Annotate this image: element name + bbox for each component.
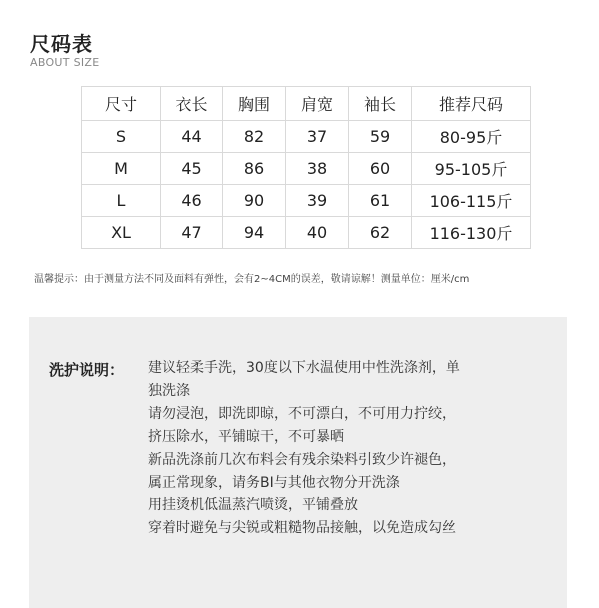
table-cell: 116-130斤 (412, 217, 531, 249)
measurement-tip: 温馨提示：由于测量方法不同及面料有弹性，会有2~4CM的误差，敬请谅解！测量单位：厘米/cm (34, 274, 470, 285)
care-line: 穿着时避免与尖锐或粗糙物品接触，以免造成勾丝 (148, 520, 456, 537)
table-cell: XL (82, 217, 161, 249)
table-cell: 45 (161, 153, 223, 185)
size-table (81, 86, 531, 249)
table-cell: 61 (349, 185, 412, 217)
table-cell: L (82, 185, 161, 217)
table-cell: 38 (286, 153, 349, 185)
table-row (82, 121, 531, 153)
care-text (148, 357, 548, 540)
care-line: 属正常现象，请务BI与其他衣物分开洗涤 (148, 474, 400, 491)
table-cell: 94 (223, 217, 286, 249)
table-cell: M (82, 153, 161, 185)
header-cell-shoulder: 肩宽 (286, 87, 349, 121)
care-label: 洗护说明： (49, 361, 125, 379)
table-cell: 82 (223, 121, 286, 153)
table-cell: 40 (286, 217, 349, 249)
header-cell-sleeve: 袖长 (349, 87, 412, 121)
table-cell: 106-115斤 (412, 185, 531, 217)
header-cell-recommended: 推荐尺码 (412, 87, 531, 121)
table-cell: 80-95斤 (412, 121, 531, 153)
care-instructions-panel (29, 317, 567, 608)
table-cell: 59 (349, 121, 412, 153)
table-row (82, 217, 531, 249)
table-cell: 60 (349, 153, 412, 185)
care-line: 挤压除水，平铺晾干，不可暴晒 (148, 428, 344, 445)
table-cell: 46 (161, 185, 223, 217)
care-line: 用挂烫机低温蒸汽喷烫，平铺叠放 (148, 497, 358, 514)
table-cell: 47 (161, 217, 223, 249)
care-line: 请勿浸泡，即洗即晾，不可漂白，不可用力拧绞， (148, 405, 456, 422)
size-table-header-row (82, 87, 531, 121)
table-cell: 62 (349, 217, 412, 249)
care-line: 新品洗涤前几次布料会有残余染料引致少许褪色， (148, 451, 456, 468)
header-cell-length: 衣长 (161, 87, 223, 121)
header-cell-bust: 胸围 (223, 87, 286, 121)
table-cell: 86 (223, 153, 286, 185)
header-cell-size: 尺寸 (82, 87, 161, 121)
table-cell: 90 (223, 185, 286, 217)
table-cell: 95-105斤 (412, 153, 531, 185)
table-cell: 37 (286, 121, 349, 153)
page-title: 尺码表 (30, 32, 93, 56)
table-row (82, 153, 531, 185)
care-line: 建议轻柔手洗，30度以下水温使用中性洗涤剂，单 (148, 360, 460, 376)
table-cell: S (82, 121, 161, 153)
table-cell: 44 (161, 121, 223, 153)
care-line: 独洗涤 (148, 382, 190, 399)
table-row (82, 185, 531, 217)
page-subtitle: ABOUT SIZE (30, 56, 100, 69)
table-cell: 39 (286, 185, 349, 217)
